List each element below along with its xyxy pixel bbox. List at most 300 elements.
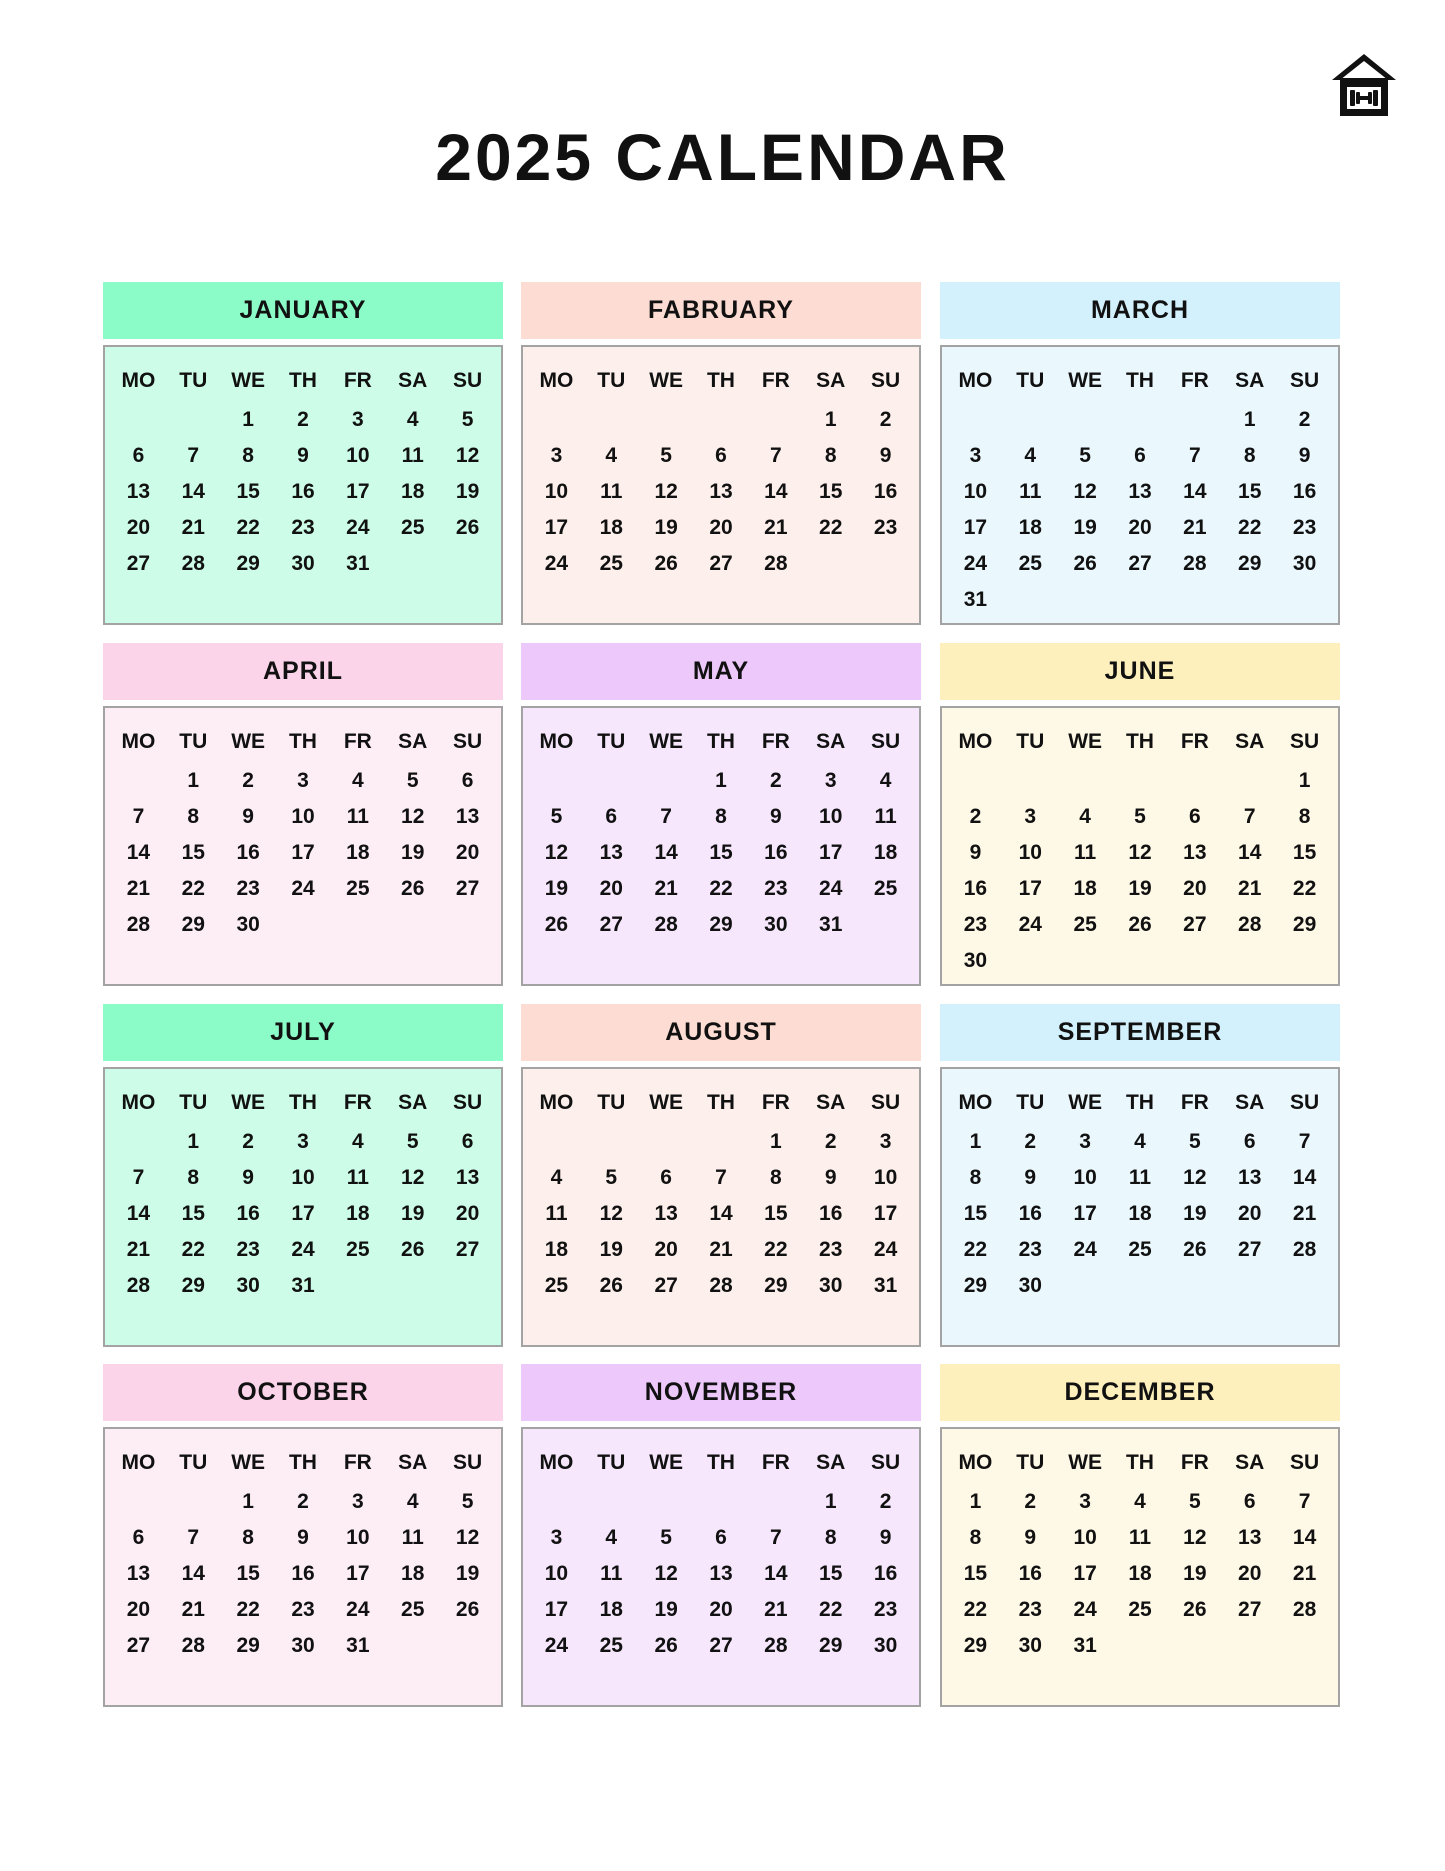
day-cell: 10 — [1073, 1166, 1097, 1189]
day-cell: 10 — [291, 1166, 315, 1189]
day-cell: 6 — [461, 1130, 474, 1153]
day-cell: 6 — [715, 444, 727, 467]
weekday-label: SU — [1289, 1091, 1320, 1114]
day-cell: 25 — [544, 1274, 569, 1297]
day-cell: 28 — [181, 552, 205, 575]
day-cell: 16 — [236, 1202, 260, 1225]
day-cell: 30 — [236, 1274, 260, 1297]
day-cell: 19 — [1073, 516, 1097, 539]
day-cell: 9 — [297, 444, 309, 467]
day-cell: 24 — [963, 552, 988, 575]
day-cell: 23 — [819, 1238, 843, 1261]
day-cell: 5 — [660, 444, 672, 467]
day-cell: 25 — [599, 1634, 623, 1657]
weekday-label: SA — [1235, 1451, 1265, 1474]
day-cell: 21 — [126, 877, 151, 900]
day-cell: 3 — [1079, 1130, 1091, 1153]
day-cell: 21 — [181, 1598, 205, 1621]
day-cell: 1 — [969, 1490, 982, 1513]
day-cell: 22 — [819, 1598, 843, 1621]
weekday-label: MO — [121, 1091, 156, 1114]
day-cell: 25 — [873, 877, 898, 900]
day-cell: 7 — [1298, 1490, 1311, 1513]
month-header: SEPTEMBER — [940, 1004, 1340, 1061]
day-cell: 16 — [1292, 480, 1317, 503]
day-cell: 18 — [1073, 877, 1097, 900]
day-cell: 15 — [963, 1562, 988, 1585]
day-cell: 26 — [1183, 1238, 1207, 1261]
day-cell: 1 — [242, 1490, 254, 1513]
day-cell: 18 — [599, 1598, 623, 1621]
day-cell: 22 — [236, 1598, 260, 1621]
day-cell: 22 — [709, 877, 733, 900]
day-cell: 18 — [873, 841, 898, 864]
day-cell: 3 — [352, 1490, 364, 1513]
day-cell: 15 — [1238, 480, 1262, 503]
weekday-label: MO — [539, 369, 574, 392]
day-cell: 10 — [1073, 1526, 1097, 1549]
day-cell: 4 — [1134, 1130, 1146, 1153]
month-grid — [940, 1427, 1340, 1707]
day-cell: 13 — [1238, 1166, 1262, 1189]
day-cell: 3 — [1079, 1490, 1091, 1513]
day-cell: 27 — [599, 913, 623, 936]
day-cell: 9 — [879, 1526, 892, 1549]
day-cell: 30 — [236, 913, 260, 936]
empty-cell — [584, 1124, 639, 1160]
day-cell: 14 — [126, 841, 151, 864]
day-cell: 9 — [1298, 444, 1311, 467]
weekday-label: WE — [231, 369, 266, 392]
day-cell: 7 — [715, 1166, 727, 1189]
empty-cell — [639, 1484, 694, 1520]
day-cell: 9 — [297, 1526, 309, 1549]
weekday-label: FR — [761, 1091, 790, 1114]
day-cell: 13 — [455, 805, 480, 828]
day-cell: 1 — [715, 769, 727, 792]
day-cell: 14 — [1292, 1526, 1317, 1549]
day-cell: 26 — [599, 1274, 623, 1297]
day-cell: 18 — [1128, 1562, 1152, 1585]
day-cell: 31 — [346, 552, 370, 575]
day-cell: 13 — [654, 1202, 678, 1225]
house-dumbbell-icon — [1330, 52, 1398, 118]
day-cell: 26 — [401, 877, 425, 900]
day-cell: 28 — [764, 1634, 788, 1657]
day-cell: 17 — [291, 1202, 315, 1225]
day-cell: 5 — [1079, 444, 1091, 467]
day-cell: 22 — [236, 516, 260, 539]
day-cell: 16 — [1018, 1202, 1042, 1225]
month-header: NOVEMBER — [521, 1364, 921, 1421]
day-cell: 8 — [824, 1526, 837, 1549]
weekday-label: WE — [649, 730, 684, 753]
weekday-label: SU — [452, 369, 483, 392]
empty-cell — [111, 763, 166, 799]
day-cell: 29 — [963, 1274, 988, 1297]
day-cell: 22 — [1238, 516, 1262, 539]
day-cell: 14 — [654, 841, 678, 864]
day-cell: 19 — [1128, 877, 1152, 900]
weekday-label: TU — [1016, 730, 1045, 753]
weekday-label: MO — [539, 1091, 574, 1114]
day-cell: 27 — [126, 552, 151, 575]
day-cell: 28 — [1183, 552, 1207, 575]
day-cell: 26 — [455, 1598, 480, 1621]
day-cell: 3 — [1024, 805, 1037, 828]
day-cell: 17 — [1018, 877, 1042, 900]
day-cell: 8 — [770, 1166, 782, 1189]
day-cell: 17 — [291, 841, 315, 864]
day-cell: 11 — [874, 805, 897, 828]
weekday-label: FR — [761, 369, 790, 392]
day-cell: 19 — [1183, 1202, 1207, 1225]
empty-cell — [584, 402, 639, 438]
weekday-label: FR — [343, 369, 372, 392]
weekday-label: TU — [179, 1091, 208, 1114]
day-cell: 11 — [1019, 480, 1042, 503]
day-cell: 20 — [1238, 1202, 1262, 1225]
weekday-label: SA — [1235, 369, 1265, 392]
day-cell: 30 — [819, 1274, 843, 1297]
day-cell: 30 — [291, 1634, 315, 1657]
day-cell: 2 — [242, 1130, 254, 1153]
day-cell: 1 — [824, 408, 837, 431]
day-cell: 13 — [126, 480, 151, 503]
day-cell: 11 — [346, 805, 369, 828]
day-cell: 30 — [291, 552, 315, 575]
weekday-label: SA — [816, 369, 846, 392]
day-cell: 29 — [181, 913, 205, 936]
day-cell: 10 — [544, 1562, 569, 1585]
day-cell: 16 — [236, 841, 260, 864]
day-cell: 2 — [1024, 1130, 1037, 1153]
weekday-label: TH — [288, 1091, 317, 1114]
day-cell: 9 — [242, 1166, 254, 1189]
day-cell: 27 — [455, 1238, 480, 1261]
weekday-label: FR — [761, 730, 790, 753]
empty-cell — [639, 402, 694, 438]
weekday-label: FR — [761, 1451, 790, 1474]
day-cell: 5 — [1134, 805, 1146, 828]
day-cell: 12 — [599, 1202, 623, 1225]
day-cell: 20 — [599, 877, 623, 900]
day-cell: 13 — [709, 1562, 733, 1585]
day-cell: 16 — [291, 1562, 315, 1585]
month-grid — [521, 345, 921, 625]
day-cell: 26 — [1128, 913, 1152, 936]
day-cell: 8 — [187, 805, 200, 828]
weekday-label: MO — [958, 730, 993, 753]
empty-cell — [639, 763, 694, 799]
weekday-label: SA — [816, 730, 846, 753]
day-cell: 24 — [346, 516, 370, 539]
day-cell: 5 — [461, 408, 474, 431]
day-cell: 12 — [401, 805, 425, 828]
day-cell: 16 — [1018, 1562, 1042, 1585]
weekday-label: SU — [452, 730, 483, 753]
day-cell: 22 — [764, 1238, 788, 1261]
weekday-label: FR — [343, 1091, 372, 1114]
day-cell: 8 — [242, 444, 254, 467]
day-cell: 19 — [401, 1202, 425, 1225]
day-cell: 7 — [187, 1526, 200, 1549]
day-cell: 13 — [599, 841, 623, 864]
weekday-label: WE — [1068, 730, 1103, 753]
day-cell: 13 — [709, 480, 733, 503]
day-cell: 1 — [187, 769, 200, 792]
day-cell: 14 — [181, 1562, 205, 1585]
month-april — [103, 643, 503, 986]
day-cell: 6 — [660, 1166, 672, 1189]
month-header: MAY — [521, 643, 921, 700]
empty-cell — [111, 1124, 166, 1160]
day-cell: 15 — [181, 1202, 205, 1225]
day-cell: 31 — [819, 913, 843, 936]
day-cell: 10 — [291, 805, 315, 828]
day-cell: 14 — [1183, 480, 1207, 503]
day-cell: 7 — [187, 444, 200, 467]
day-cell: 6 — [1243, 1130, 1256, 1153]
day-cell: 11 — [1128, 1526, 1152, 1549]
day-cell: 25 — [1073, 913, 1097, 936]
month-header: MARCH — [940, 282, 1340, 339]
day-cell: 24 — [346, 1598, 370, 1621]
month-grid — [103, 345, 503, 625]
empty-cell — [748, 402, 803, 438]
day-cell: 12 — [1183, 1526, 1207, 1549]
day-cell: 4 — [1024, 444, 1037, 467]
weekday-label: SA — [398, 369, 428, 392]
day-cell: 14 — [709, 1202, 733, 1225]
weekday-label: TH — [288, 369, 317, 392]
day-cell: 23 — [1292, 516, 1317, 539]
day-cell: 2 — [1298, 408, 1311, 431]
day-cell: 24 — [544, 1634, 569, 1657]
weekday-label: TH — [1125, 1091, 1154, 1114]
day-cell: 29 — [236, 552, 260, 575]
day-cell: 7 — [770, 1526, 782, 1549]
day-cell: 23 — [291, 516, 315, 539]
day-cell: 15 — [236, 480, 260, 503]
day-cell: 1 — [187, 1130, 200, 1153]
day-cell: 18 — [401, 480, 425, 503]
day-cell: 27 — [1238, 1598, 1262, 1621]
day-cell: 23 — [291, 1598, 315, 1621]
day-cell: 30 — [1292, 552, 1317, 575]
day-cell: 17 — [873, 1202, 898, 1225]
day-cell: 2 — [879, 408, 892, 431]
day-cell: 3 — [352, 408, 364, 431]
day-cell: 29 — [1238, 552, 1262, 575]
day-cell: 3 — [297, 1130, 309, 1153]
day-cell: 31 — [873, 1274, 898, 1297]
weekday-label: SA — [1235, 730, 1265, 753]
empty-cell — [639, 1124, 694, 1160]
day-cell: 14 — [1292, 1166, 1317, 1189]
day-cell: 29 — [963, 1634, 988, 1657]
month-october — [103, 1364, 503, 1707]
day-cell: 18 — [1018, 516, 1042, 539]
weekday-label: TU — [179, 730, 208, 753]
empty-cell — [529, 1124, 584, 1160]
day-cell: 15 — [1292, 841, 1317, 864]
day-cell: 10 — [346, 444, 370, 467]
day-cell: 25 — [1128, 1238, 1152, 1261]
day-cell: 23 — [1018, 1238, 1042, 1261]
day-cell: 20 — [126, 516, 151, 539]
day-cell: 6 — [1189, 805, 1201, 828]
day-cell: 20 — [455, 1202, 480, 1225]
day-cell: 6 — [605, 805, 618, 828]
weekday-label: TH — [706, 1091, 735, 1114]
day-cell: 19 — [654, 1598, 678, 1621]
month-grid — [940, 345, 1340, 625]
day-cell: 22 — [963, 1598, 988, 1621]
day-cell: 13 — [1238, 1526, 1262, 1549]
day-cell: 15 — [819, 1562, 843, 1585]
day-cell: 1 — [824, 1490, 837, 1513]
day-cell: 1 — [969, 1130, 982, 1153]
day-cell: 28 — [764, 552, 788, 575]
month-july — [103, 1004, 503, 1347]
day-cell: 26 — [654, 1634, 678, 1657]
weekday-label: TU — [1016, 369, 1045, 392]
day-cell: 9 — [879, 444, 892, 467]
day-cell: 12 — [455, 1526, 480, 1549]
empty-cell — [1167, 763, 1222, 799]
month-grid — [521, 1427, 921, 1707]
weekday-label: SA — [816, 1451, 846, 1474]
empty-cell — [1167, 402, 1222, 438]
month-grid — [521, 1067, 921, 1347]
day-cell: 13 — [1183, 841, 1207, 864]
day-cell: 17 — [544, 1598, 569, 1621]
day-cell: 23 — [236, 877, 260, 900]
day-cell: 21 — [126, 1238, 151, 1261]
month-header: FABRUARY — [521, 282, 921, 339]
day-cell: 11 — [1128, 1166, 1152, 1189]
day-cell: 2 — [1024, 1490, 1037, 1513]
day-cell: 30 — [1018, 1634, 1042, 1657]
day-cell: 17 — [1073, 1562, 1097, 1585]
day-cell: 4 — [352, 769, 364, 792]
day-cell: 9 — [824, 1166, 837, 1189]
empty-cell — [529, 763, 584, 799]
day-cell: 8 — [187, 1166, 200, 1189]
day-cell: 15 — [963, 1202, 988, 1225]
day-cell: 7 — [660, 805, 672, 828]
day-cell: 18 — [599, 516, 623, 539]
weekday-label: MO — [121, 1451, 156, 1474]
weekday-label: TH — [706, 1451, 735, 1474]
day-cell: 30 — [873, 1634, 898, 1657]
day-cell: 23 — [764, 877, 788, 900]
day-cell: 19 — [654, 516, 678, 539]
day-cell: 1 — [1298, 769, 1311, 792]
empty-cell — [694, 1484, 749, 1520]
day-cell: 20 — [455, 841, 480, 864]
day-cell: 15 — [764, 1202, 788, 1225]
weekday-label: WE — [1068, 1091, 1103, 1114]
day-cell: 15 — [236, 1562, 260, 1585]
weekday-label: FR — [1180, 1451, 1209, 1474]
weekday-label: MO — [539, 730, 574, 753]
day-cell: 9 — [1024, 1526, 1037, 1549]
empty-cell — [1058, 402, 1113, 438]
day-cell: 25 — [346, 1238, 370, 1261]
day-cell: 21 — [709, 1238, 733, 1261]
empty-cell — [1222, 763, 1277, 799]
day-cell: 20 — [1183, 877, 1207, 900]
day-cell: 19 — [599, 1238, 623, 1261]
month-grid — [103, 1067, 503, 1347]
empty-cell — [529, 402, 584, 438]
day-cell: 10 — [819, 805, 843, 828]
month-fabruary — [521, 282, 921, 625]
day-cell: 21 — [1292, 1202, 1317, 1225]
empty-cell — [111, 1484, 166, 1520]
day-cell: 24 — [873, 1238, 898, 1261]
empty-cell — [1003, 402, 1058, 438]
day-cell: 11 — [545, 1202, 568, 1225]
day-cell: 2 — [969, 805, 982, 828]
month-august — [521, 1004, 921, 1347]
month-december — [940, 1364, 1340, 1707]
day-cell: 12 — [654, 480, 678, 503]
day-cell: 23 — [963, 913, 988, 936]
day-cell: 17 — [819, 841, 843, 864]
day-cell: 26 — [401, 1238, 425, 1261]
month-november — [521, 1364, 921, 1707]
day-cell: 28 — [1292, 1598, 1317, 1621]
day-cell: 15 — [181, 841, 205, 864]
day-cell: 2 — [824, 1130, 837, 1153]
weekday-label: TH — [288, 730, 317, 753]
day-cell: 30 — [1018, 1274, 1042, 1297]
month-grid — [103, 1427, 503, 1707]
weekday-label: MO — [958, 1091, 993, 1114]
day-cell: 9 — [969, 841, 982, 864]
weekday-label: TH — [1125, 369, 1154, 392]
day-cell: 22 — [963, 1238, 988, 1261]
day-cell: 6 — [461, 769, 474, 792]
day-cell: 8 — [969, 1166, 982, 1189]
weekday-label: SA — [816, 1091, 846, 1114]
weekday-label: TH — [706, 730, 735, 753]
day-cell: 5 — [406, 769, 419, 792]
day-cell: 3 — [297, 769, 309, 792]
day-cell: 19 — [544, 877, 569, 900]
day-cell: 26 — [455, 516, 480, 539]
empty-cell — [748, 1484, 803, 1520]
weekday-label: WE — [231, 730, 266, 753]
day-cell: 21 — [1183, 516, 1207, 539]
weekday-label: SU — [452, 1091, 483, 1114]
day-cell: 12 — [1183, 1166, 1207, 1189]
day-cell: 27 — [1238, 1238, 1262, 1261]
day-cell: 10 — [1018, 841, 1042, 864]
day-cell: 16 — [291, 480, 315, 503]
day-cell: 28 — [1292, 1238, 1317, 1261]
day-cell: 11 — [346, 1166, 369, 1189]
day-cell: 1 — [242, 408, 254, 431]
day-cell: 6 — [715, 1526, 727, 1549]
day-cell: 20 — [1128, 516, 1152, 539]
empty-cell — [948, 402, 1003, 438]
day-cell: 17 — [1073, 1202, 1097, 1225]
day-cell: 21 — [1238, 877, 1262, 900]
